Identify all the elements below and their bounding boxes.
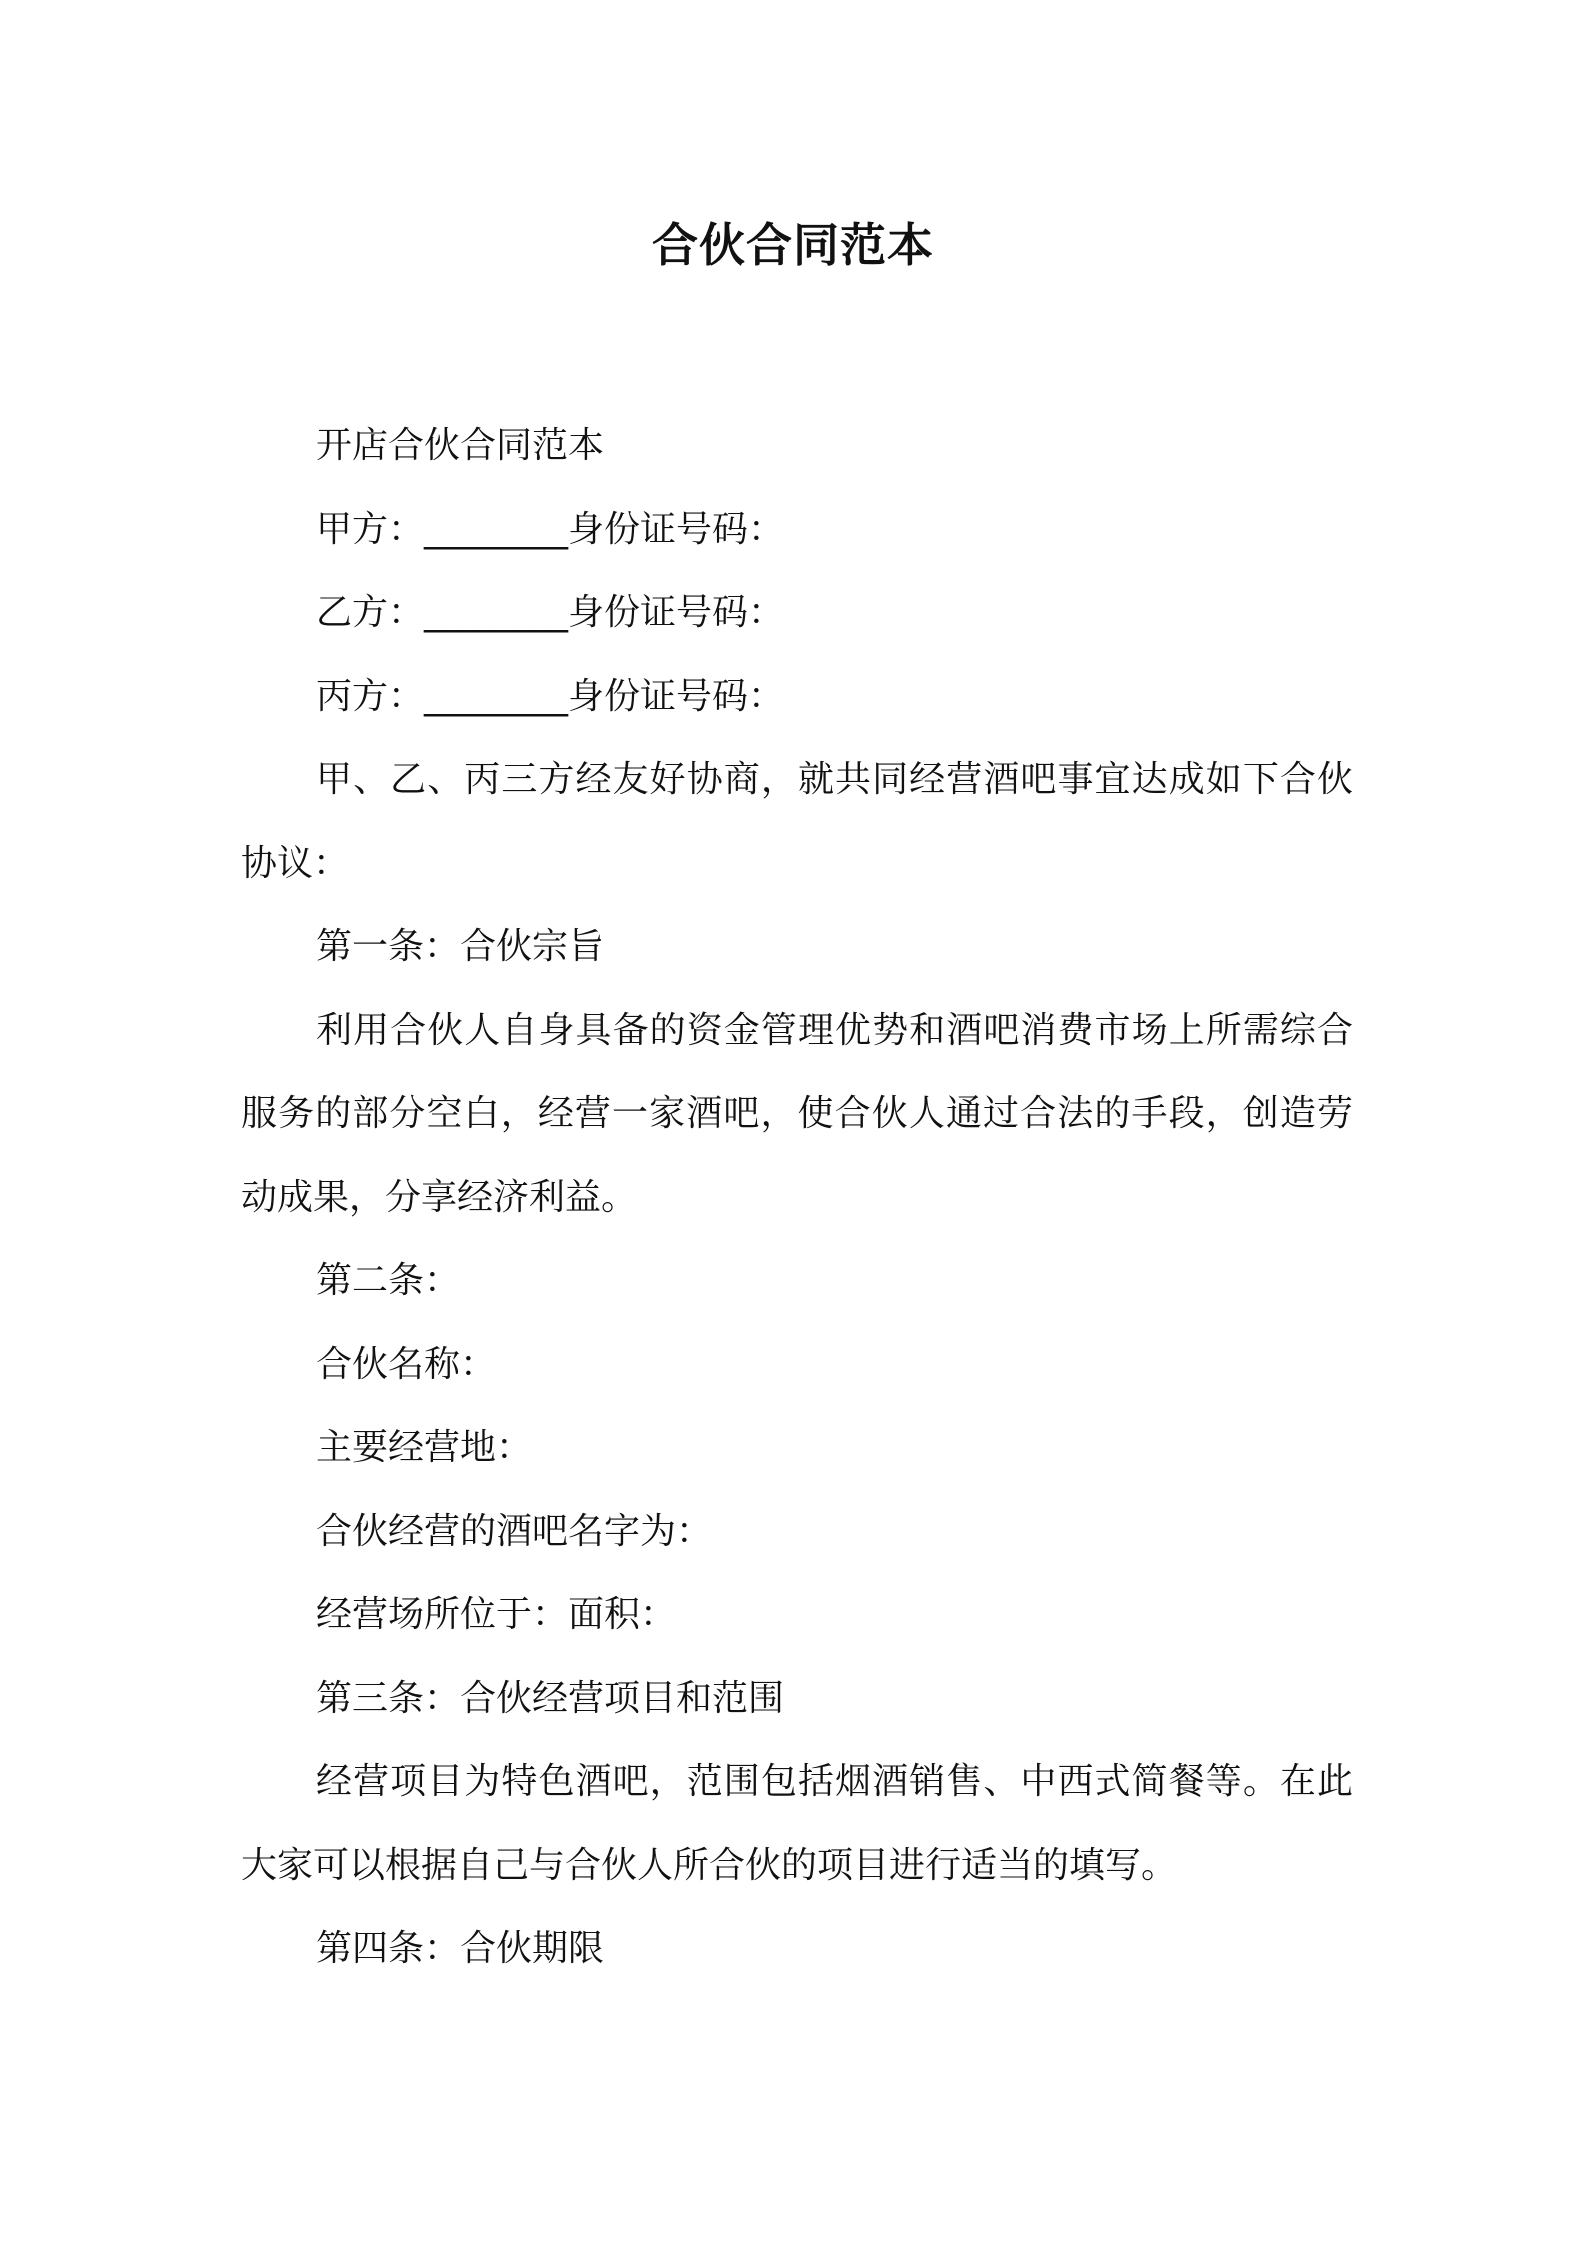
document-title: 合伙合同范本 (652, 218, 934, 272)
paragraph-party-b: 乙方：________身份证号码： (316, 592, 785, 633)
paragraph-premises: 经营场所位于：面积： (316, 1594, 677, 1635)
paragraph-partnership-name: 合伙名称： (316, 1343, 497, 1385)
paragraph-article-4-heading: 第四条：合伙期限 (316, 1928, 605, 1969)
paragraph-agreement-intro: 甲、乙、丙三方经友好协商，就共同经营酒吧事宜达成如下合伙协议： (241, 759, 1353, 884)
paragraph-subtitle: 开店合伙合同范本 (316, 425, 605, 466)
paragraph-article-2-heading: 第二条： (316, 1260, 461, 1301)
document-body (241, 404, 1353, 1991)
paragraph-article-1-heading: 第一条：合伙宗旨 (316, 926, 605, 967)
paragraph-article-1-body: 利用合伙人自身具备的资金管理优势和酒吧消费市场上所需综合服务的部分空白，经营一家酒吧，使合伙人通过合法的手段，创造劳动成果，分享经济利益。 (241, 1009, 1353, 1218)
paragraph-article-3-heading: 第三条：合伙经营项目和范围 (316, 1677, 785, 1719)
paragraph-bar-name: 合伙经营的酒吧名字为： (316, 1510, 713, 1552)
paragraph-party-c: 丙方：________身份证号码： (316, 675, 785, 717)
paragraph-party-a: 甲方：________身份证号码： (316, 508, 785, 550)
paragraph-article-3-body: 经营项目为特色酒吧，范围包括烟酒销售、中西式简餐等。在此大家可以根据自己与合伙人所合伙的项目进行适当的填写。 (241, 1761, 1353, 1886)
paragraph-main-location: 主要经营地： (316, 1427, 533, 1468)
